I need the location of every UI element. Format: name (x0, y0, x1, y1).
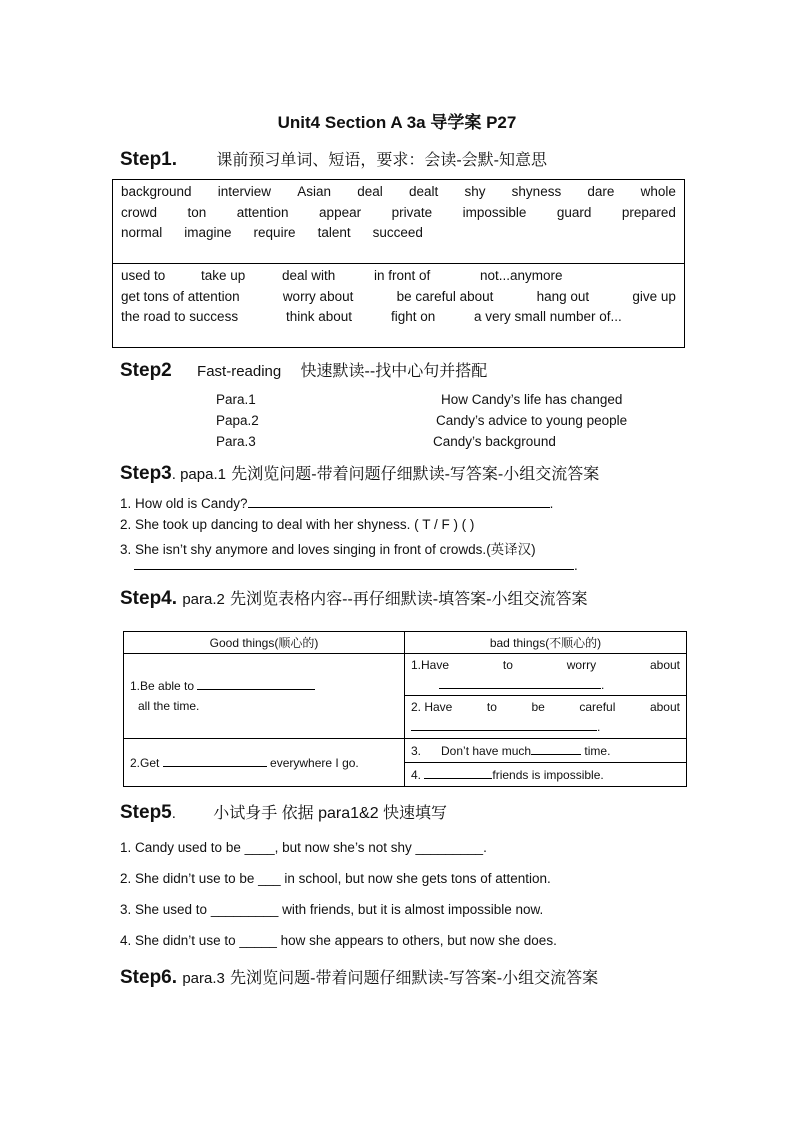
step3-instruction: 先浏览问题-带着问题仔细默读-写答案-小组交流答案 (231, 466, 600, 483)
step6-heading (120, 965, 598, 989)
cell-word: worry (566, 657, 597, 672)
cell-text: 3. Don’t have much (411, 743, 532, 758)
answer-blank[interactable]: ___ (258, 871, 281, 886)
phrase: worry about (282, 289, 354, 304)
fill-line-4 (120, 933, 557, 948)
table-header: Good things(顺心的) (124, 632, 405, 654)
answer-blank[interactable] (134, 569, 574, 570)
step2-fast: Fast-reading (197, 363, 282, 380)
line-text: in school, but now she gets tons of attention. (280, 871, 551, 886)
answer-blank[interactable] (411, 730, 597, 731)
answer-blank[interactable] (197, 689, 315, 690)
phrase: not...anymore (480, 268, 563, 283)
line-text: . (483, 840, 487, 855)
line-text: how she appears to others, but now she does. (276, 933, 557, 948)
step6-instruction: 先浏览问题-带着问题仔细默读-写答案-小组交流答案 (230, 970, 599, 987)
step3-label: Step3 (120, 463, 172, 484)
bad-thing-2: 2. Have to be careful about . (405, 696, 687, 739)
match-item: Candy’s background (433, 434, 556, 449)
phrase: hang out (536, 289, 590, 304)
phrases-row-3 (121, 309, 676, 324)
cell-word: about (649, 700, 680, 714)
word: prepared (621, 205, 676, 220)
phrase: get tons of attention (121, 289, 240, 304)
step6-sub: para.3 (182, 970, 225, 987)
answer-blank[interactable] (424, 778, 492, 779)
phrase: the road to success (121, 309, 239, 324)
answer-blank[interactable] (248, 507, 550, 508)
word: background (121, 184, 192, 199)
word: private (391, 205, 433, 220)
cell-word: careful (579, 700, 616, 714)
cell-text: everywhere I go. (270, 755, 359, 770)
word: normal (121, 225, 163, 240)
step5-dot: . (171, 805, 176, 822)
word: dealt (408, 184, 439, 199)
word: attention (236, 205, 289, 220)
cell-text: 4. (411, 767, 422, 782)
cell-text: time. (584, 743, 611, 758)
question-3: 3. She isn’t shy anymore and loves singing in front of crowds.(英译汉) (120, 542, 536, 557)
question-1: 1. How old is Candy? . (120, 496, 554, 511)
things-table (123, 631, 687, 787)
phrase: deal with (282, 268, 336, 283)
step6-label: Step6. (120, 967, 178, 988)
phrase: in front of (374, 268, 431, 283)
words-row-2 (121, 205, 676, 220)
para-label: Para.1 (216, 392, 256, 407)
cell-word: be (531, 700, 545, 714)
para-label: Para.3 (216, 434, 256, 449)
step3-sub: . papa.1 (171, 466, 226, 483)
phrases-row-1 (121, 268, 676, 283)
answer-blank[interactable] (439, 688, 601, 689)
phrase: used to (121, 268, 166, 283)
step1-phrases-box (112, 263, 685, 348)
cell-text: 1.Be able to (130, 679, 195, 693)
answer-blank[interactable]: _________ (210, 902, 279, 917)
question-2: 2. She took up dancing to deal with her shyness. ( T / F ) ( ) (120, 517, 475, 532)
cell-text: friends is impossible. (492, 767, 604, 782)
answer-blank[interactable] (531, 754, 581, 755)
cell-word: to (486, 700, 497, 714)
fill-line-1 (120, 840, 487, 855)
line-text: 4. She didn’t use to (120, 933, 240, 948)
step5-instruction: 小试身手 依据 para1&2 快速填写 (213, 805, 448, 822)
line-text: with friends, but it is almost impossible now. (278, 902, 544, 917)
step1-instruction: 课前预习单词、短语，要求：会读-会默-知意思 (216, 152, 547, 169)
step1-words-box (112, 179, 685, 264)
answer-blank[interactable]: _____ (239, 933, 277, 948)
word: require (253, 225, 296, 240)
word: whole (640, 184, 676, 199)
phrase: think about (286, 309, 353, 324)
step2-instruction: 快速默读--找中心句并搭配 (300, 363, 488, 380)
answer-blank[interactable] (163, 766, 267, 767)
fill-line-2 (120, 871, 551, 886)
phrase: be careful about (396, 289, 494, 304)
phrase: give up (632, 289, 676, 304)
question-3-answer: . (134, 558, 578, 573)
answer-blank[interactable]: _________ (415, 840, 484, 855)
answer-blank[interactable]: ____ (244, 840, 275, 855)
phrase: take up (201, 268, 246, 283)
step2-heading (120, 358, 487, 382)
step2-label: Step2 (120, 360, 172, 381)
line-text: 1. Candy used to be (120, 840, 245, 855)
cell-word: about (649, 657, 680, 672)
table-header: bad things(不顺心的) (405, 632, 687, 654)
bad-thing-1: 1.Have to worry about . (405, 654, 687, 696)
word: impossible (462, 205, 527, 220)
step1-label: Step1. (120, 149, 178, 170)
word: Asian (297, 184, 332, 199)
cell-text: all the time. (138, 699, 200, 713)
word: interview (217, 184, 272, 199)
line-text: 3. She used to (120, 902, 211, 917)
step5-heading (120, 800, 447, 824)
word: succeed (372, 225, 423, 240)
step4-instruction: 先浏览表格内容--再仔细默读-填答案-小组交流答案 (230, 591, 588, 608)
words-row-1 (121, 184, 676, 199)
word: shyness (511, 184, 562, 199)
question-text: 1. How old is Candy? (120, 496, 248, 511)
cell-text: 2.Get (130, 755, 160, 770)
line-text: , but now she’s not shy (274, 840, 416, 855)
word: talent (317, 225, 351, 240)
step4-heading (120, 586, 587, 610)
phrase: fight on (391, 309, 436, 324)
fill-line-3 (120, 902, 543, 917)
step4-sub: para.2 (182, 591, 225, 608)
cell-word: 1.Have (411, 657, 450, 672)
step4-label: Step4. (120, 588, 178, 609)
word: ton (187, 205, 207, 220)
word: appear (319, 205, 362, 220)
word: crowd (121, 205, 158, 220)
phrase: a very small number of... (474, 309, 622, 324)
bad-thing-4 (405, 763, 687, 787)
page-title: Unit4 Section A 3a 导学案 P27 (277, 113, 517, 132)
match-item: How Candy’s life has changed (441, 392, 623, 407)
word: shy (464, 184, 486, 199)
para-label: Papa.2 (216, 413, 259, 428)
words-row-3 (121, 225, 676, 240)
cell-word: 2. Have (411, 700, 453, 714)
step3-heading (120, 461, 599, 485)
word: dare (587, 184, 615, 199)
word: imagine (184, 225, 232, 240)
line-text: 2. She didn’t use to be (120, 871, 259, 886)
word: deal (357, 184, 383, 199)
good-thing-1 (124, 654, 405, 739)
cell-word: to (502, 657, 513, 672)
match-item: Candy’s advice to young people (436, 413, 628, 428)
word: guard (556, 205, 592, 220)
good-thing-2 (124, 739, 405, 787)
phrases-row-2 (121, 289, 676, 304)
step5-label: Step5 (120, 802, 172, 823)
step1-heading (120, 147, 547, 171)
bad-thing-3 (405, 739, 687, 763)
